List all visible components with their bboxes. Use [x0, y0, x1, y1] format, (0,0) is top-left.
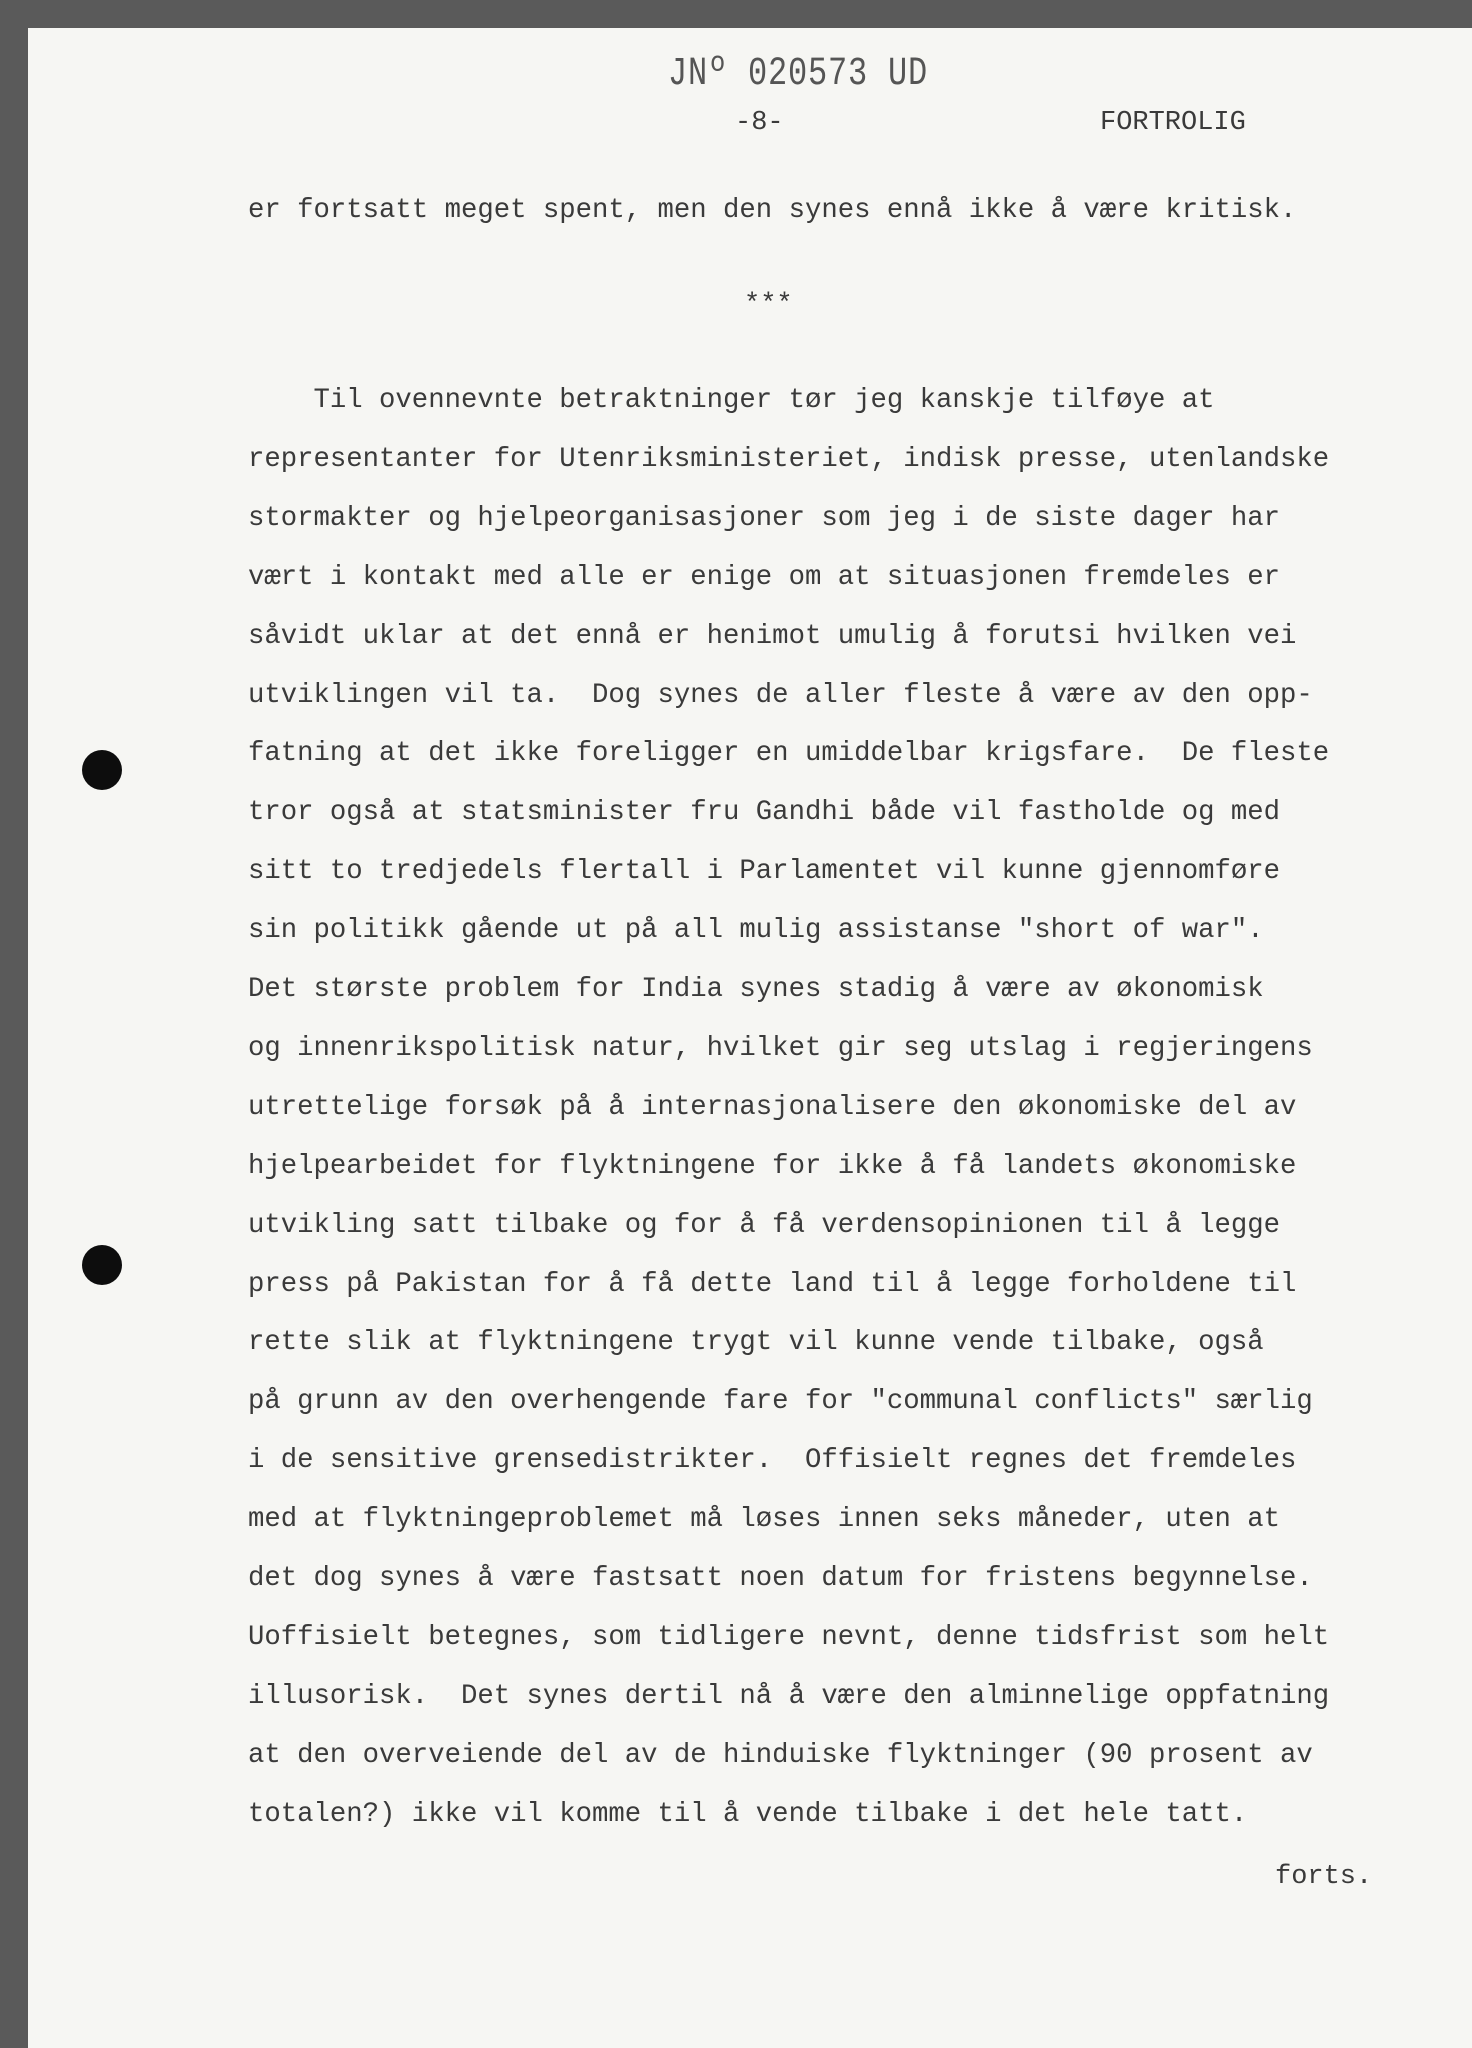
- punch-hole: [82, 750, 122, 790]
- continued-note: forts.: [1275, 1862, 1373, 1892]
- body-line: det dog synes å være fastsatt noen datum for fristens begynnelse.: [248, 1563, 1313, 1594]
- body-line: med at flyktningeproblemet må løses innen seks måneder, uten at: [248, 1504, 1280, 1536]
- section-separator: ***: [744, 290, 793, 320]
- body-line: illusorisk. Det synes dertil nå å være den alminnelige oppfatning: [248, 1680, 1330, 1712]
- body-line: utrettelige forsøk på å internasjonalisere den økonomiske del av: [248, 1091, 1297, 1123]
- body-line: såvidt uklar at det ennå er henimot umulig å forutsi hvilken vei: [248, 620, 1297, 652]
- body-line: sin politikk gående ut på all mulig assistanse "short of war".: [248, 915, 1264, 947]
- body-line: representanter for Utenriksministeriet, indisk presse, utenlandske: [248, 443, 1330, 475]
- body-line: vært i kontakt med alle er enige om at situasjonen fremdeles er: [248, 561, 1280, 593]
- body-line: press på Pakistan for å få dette land til å legge forholdene til: [248, 1268, 1297, 1300]
- journal-stamp: JNº 020573 UD: [668, 52, 929, 97]
- body-line: at den overveiende del av de hinduiske flyktninger (90 prosent av: [248, 1739, 1313, 1771]
- body-line: hjelpearbeidet for flyktningene for ikke å få landets økonomiske: [248, 1150, 1297, 1182]
- classification-label: FORTROLIG: [1100, 108, 1246, 138]
- body-line: fatning at det ikke foreligger en umiddelbar krigsfare. De fleste: [248, 738, 1330, 770]
- body-line: på grunn av den overhengende fare for "communal conflicts" særlig: [248, 1386, 1313, 1418]
- body-line: rette slik at flyktningene trygt vil kunne vende tilbake, også: [248, 1327, 1264, 1359]
- body-line: tror også at statsminister fru Gandhi både vil fastholde og med: [248, 797, 1280, 829]
- body-line: i de sensitive grensedistrikter. Offisielt regnes det fremdeles: [248, 1445, 1297, 1477]
- body-line: totalen?) ikke vil komme til å vende tilbake i det hele tatt.: [248, 1798, 1248, 1830]
- body-line: og innenrikspolitisk natur, hvilket gir seg utslag i regjeringens: [248, 1032, 1313, 1064]
- body-line: Det største problem for India synes stadig å være av økonomisk: [248, 974, 1264, 1005]
- body-line: utvikling satt tilbake og for å få verdensopinionen til å legge: [248, 1209, 1280, 1241]
- body-line: sitt to tredjedels flertall i Parlamentet vil kunne gjennomføre: [248, 856, 1280, 888]
- body-line: Uoffisielt betegnes, som tidligere nevnt, denne tidsfrist som helt: [248, 1621, 1330, 1653]
- punch-hole: [82, 1245, 122, 1285]
- page-number: -8-: [735, 108, 784, 138]
- body-line-continuation: er fortsatt meget spent, men den synes ennå ikke å være kritisk.: [248, 195, 1297, 226]
- body-line: stormakter og hjelpeorganisasjoner som jeg i de siste dager har: [248, 502, 1280, 534]
- body-line: utviklingen vil ta. Dog synes de aller fleste å være av den opp-: [248, 679, 1313, 711]
- body-line: Til ovennevnte betraktninger tør jeg kanskje tilføye at: [248, 385, 1215, 416]
